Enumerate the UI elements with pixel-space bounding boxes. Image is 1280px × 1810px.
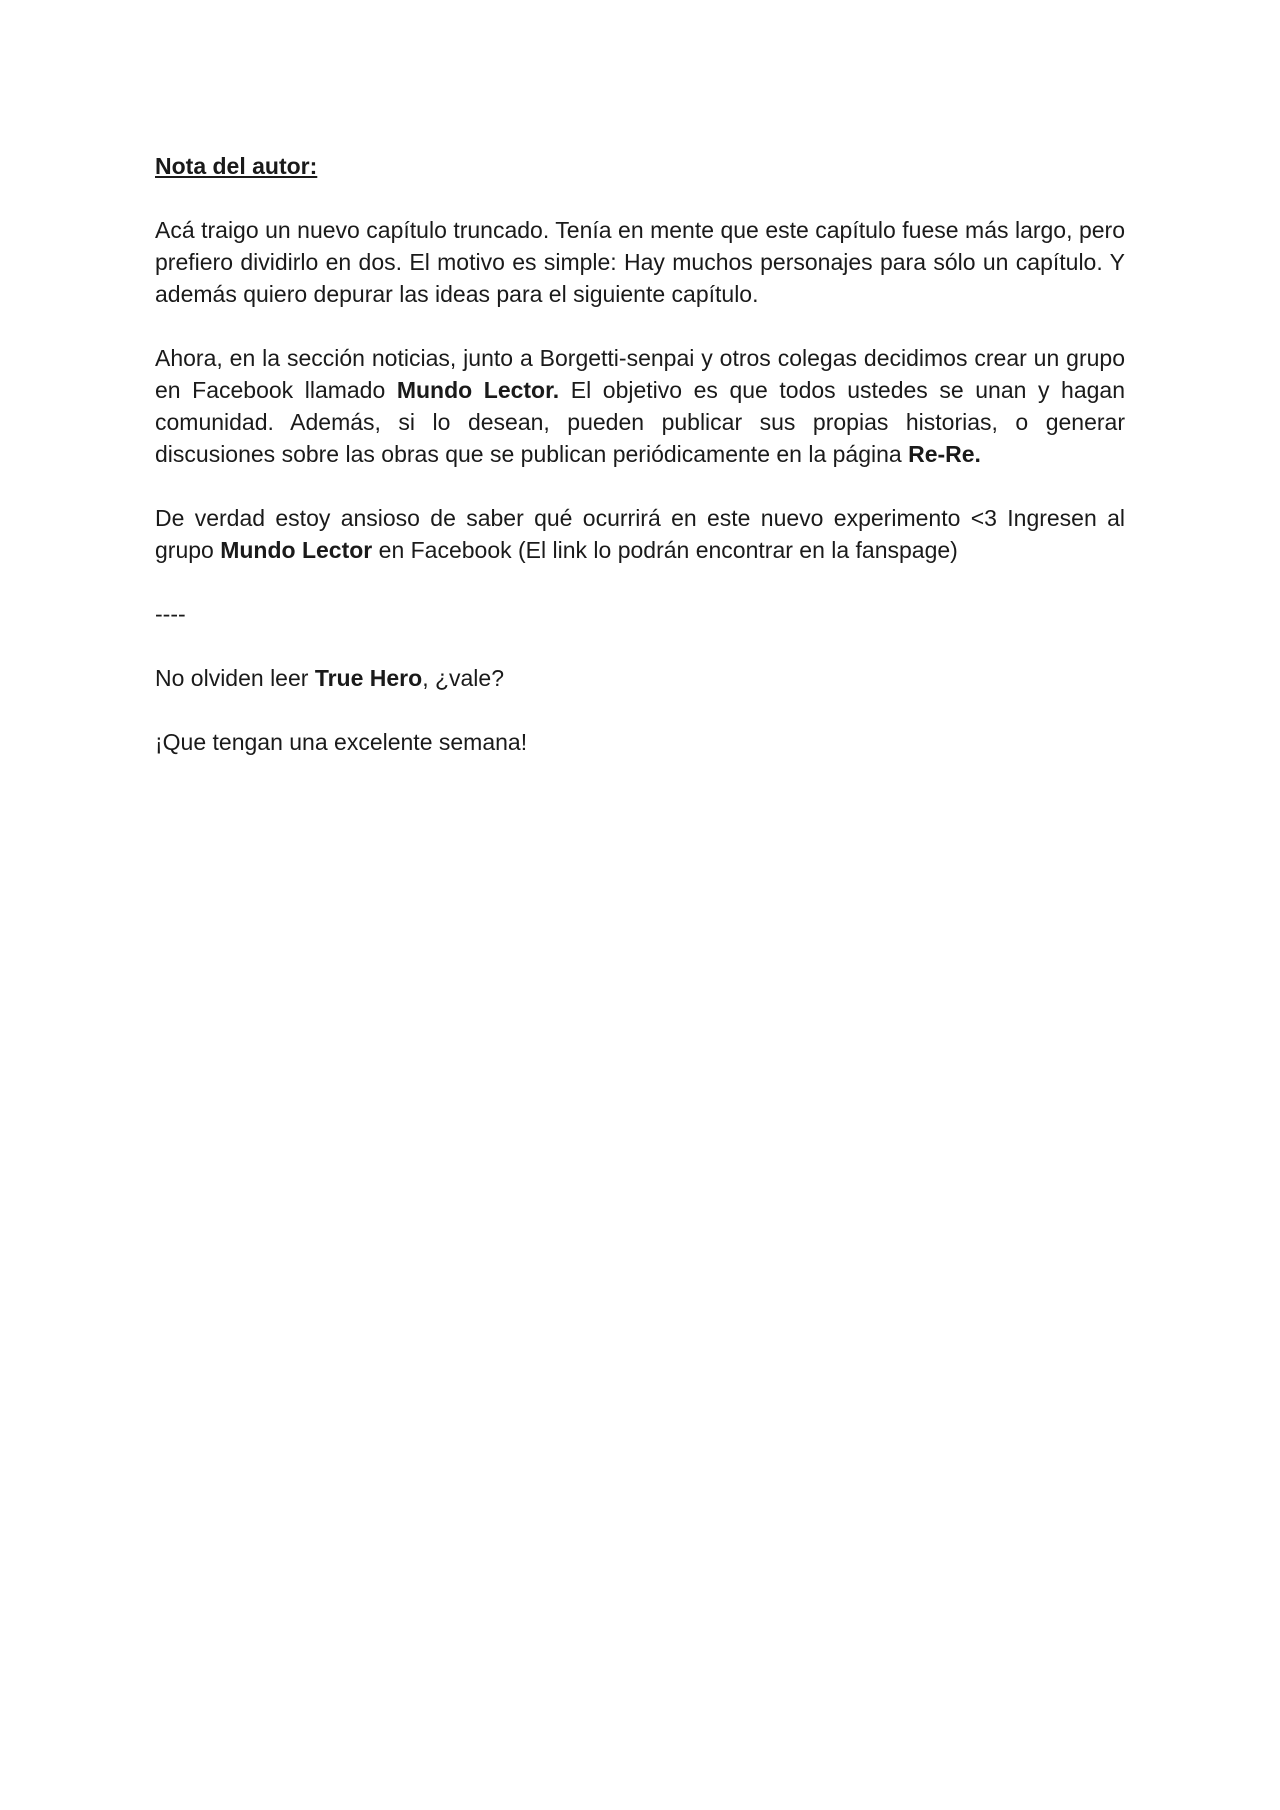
group-name-bold-2: Mundo Lector [220, 537, 373, 563]
paragraph-intro: Acá traigo un nuevo capítulo truncado. Tenía en mente que este capítulo fuese más largo, pero prefiero dividirlo en dos. El motivo es simple: Hay muchos personajes para sólo un capítulo. Y además quiero depurar las ideas para el siguiente capítulo. [155, 217, 1125, 307]
paragraph-invite-text-a: De verdad estoy ansioso de saber qué ocurrirá en este nuevo experimento <3 Ingresen al grupo [155, 505, 1125, 563]
paragraph-news [155, 342, 1125, 470]
title-true-hero-bold: True Hero [314, 665, 423, 691]
paragraph-news-text-a: Ahora, en la sección noticias, junto a Borgetti-senpai y otros colegas decidimos crear un grupo en Facebook llamado [155, 345, 1125, 403]
site-name-bold: Re-Re. [908, 441, 981, 467]
separator: ---- [155, 601, 186, 627]
paragraph-reminder-text-a: No olviden leer [155, 665, 315, 691]
paragraph-news-text-c: El objetivo es que todos ustedes se unan y hagan comunidad. Además, si lo desean, pueden publicar sus propias historias, o generar discusiones sobre las obras que se publican periódicamente en la página [155, 377, 1125, 467]
paragraph-reminder-text-c: , ¿vale? [422, 665, 505, 691]
paragraph-reminder [155, 662, 1125, 694]
document-page [155, 150, 1125, 790]
paragraph-farewell: ¡Que tengan una excelente semana! [155, 729, 528, 755]
paragraph-invite-text-c: en Facebook (El link lo podrán encontrar en la fanspage) [372, 537, 958, 563]
note-heading: Nota del autor: [155, 153, 318, 179]
paragraph-invite [155, 502, 1125, 566]
group-name-bold: Mundo Lector. [396, 377, 560, 403]
